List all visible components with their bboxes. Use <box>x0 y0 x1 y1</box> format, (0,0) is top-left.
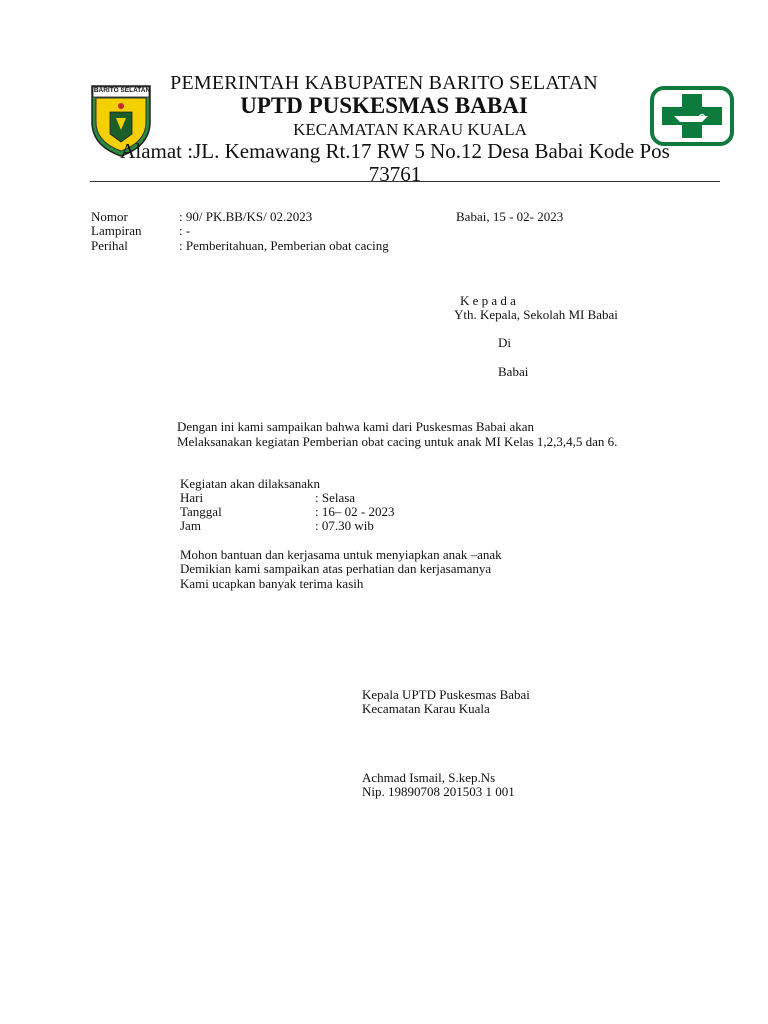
address-line-1: Alamat :JL. Kemawang Rt.17 RW 5 No.12 Desa Babai Kode Pos <box>120 139 670 163</box>
nomor-value: : 90/ PK.BB/KS/ 02.2023 <box>179 209 313 224</box>
closing-line-2: Demikian kami sampaikan atas perhatian dan kerjasamanya <box>180 561 492 576</box>
schedule-day-label: Hari <box>180 490 204 505</box>
recipient-kepada: K e p a d a <box>460 293 516 308</box>
left-logo-caption: BARITO SELATAN <box>93 87 151 94</box>
schedule-day-value: : Selasa <box>315 490 356 505</box>
nomor-label: Nomor <box>91 209 128 224</box>
header-district: KECAMATAN KARAU KUALA <box>293 120 527 139</box>
lampiran-value: : - <box>179 223 191 238</box>
schedule-intro: Kegiatan akan dilaksanakn <box>180 476 321 491</box>
signature-title-2: Kecamatan Karau Kuala <box>362 701 490 716</box>
header-institution: UPTD PUSKESMAS BABAI <box>240 93 528 118</box>
place-date: Babai, 15 - 02- 2023 <box>456 209 564 224</box>
perihal-value: : Pemberitahuan, Pemberian obat cacing <box>179 238 389 253</box>
schedule-time-value: : 07.30 wib <box>315 518 374 533</box>
recipient-yth: Yth. Kepala, Sekolah MI Babai <box>454 307 618 322</box>
recipient-di: Di <box>498 335 511 350</box>
closing-line-3: Kami ucapkan banyak terima kasih <box>180 576 364 591</box>
closing-line-1: Mohon bantuan dan kerjasama untuk menyiapkan anak –anak <box>180 547 502 562</box>
header-government: PEMERINTAH KABUPATEN BARITO SELATAN <box>170 72 598 94</box>
signature-nip: Nip. 19890708 201503 1 001 <box>362 784 515 799</box>
schedule-date-value: : 16– 02 - 2023 <box>315 504 395 519</box>
header-address <box>0 140 768 186</box>
lampiran-label: Lampiran <box>91 223 142 238</box>
header-divider <box>90 181 720 182</box>
perihal-label: Perihal <box>91 238 128 253</box>
body-paragraph-line-1: Dengan ini kami sampaikan bahwa kami dari Puskesmas Babai akan <box>177 419 535 434</box>
schedule-time-label: Jam <box>180 518 201 533</box>
address-line-2: 73761 <box>368 162 422 186</box>
body-paragraph-line-2: Melaksanakan kegiatan Pemberian obat cacing untuk anak MI Kelas 1,2,3,4,5 dan 6. <box>177 434 618 449</box>
signature-title-1: Kepala UPTD Puskesmas Babai <box>362 687 530 702</box>
schedule-date-label: Tanggal <box>180 504 222 519</box>
recipient-place: Babai <box>498 364 529 379</box>
signature-name: Achmad Ismail, S.kep.Ns <box>362 770 496 785</box>
